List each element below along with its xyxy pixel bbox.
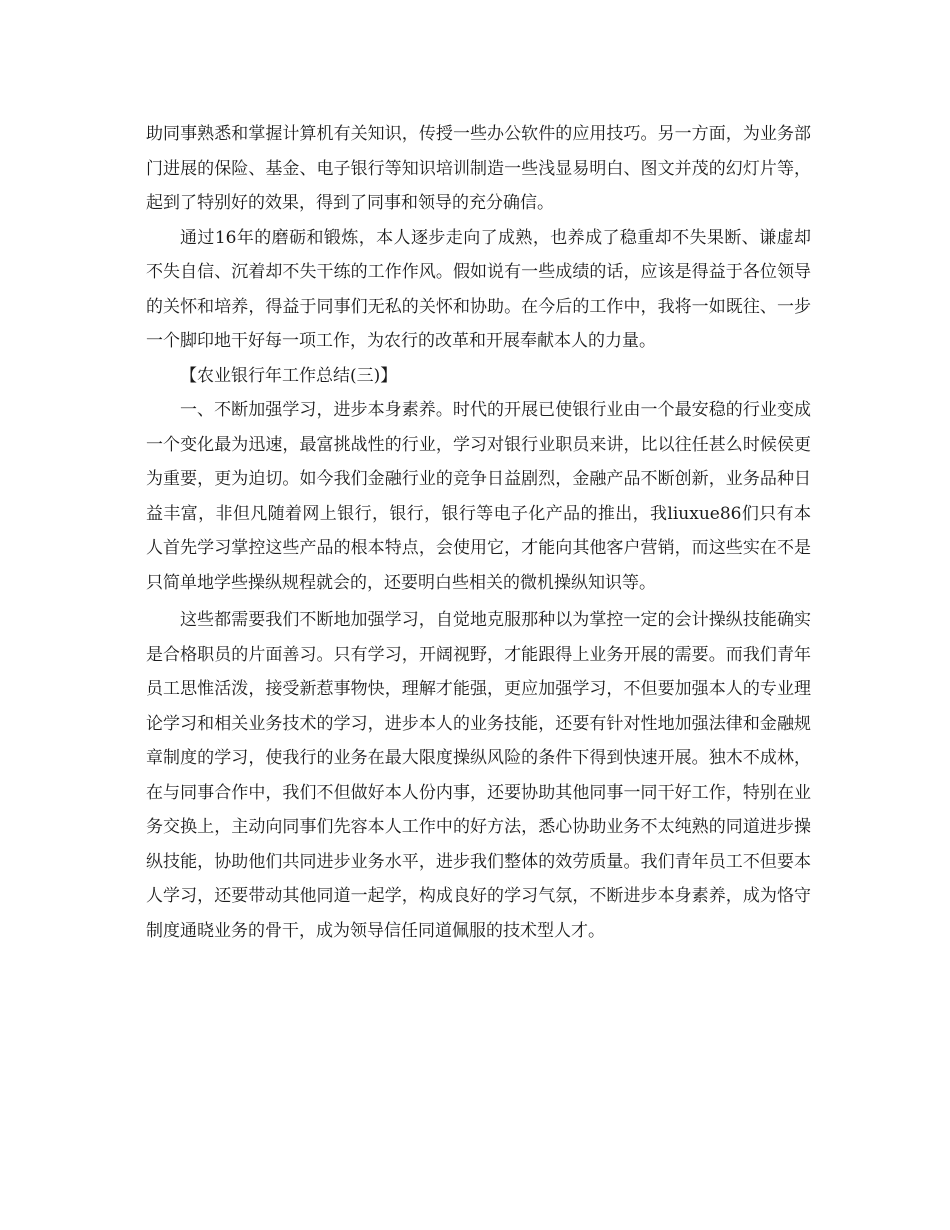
section-heading: 【农业银行年工作总结(三)】 [180, 365, 398, 386]
paragraph-teamwork: 这些都需要我们不断地加强学习，自觉地克服那种以为掌控一定的会计操纵技能确实是合格职员的片面善习。只有学习，开阔视野，才能跟得上业务开展的需要。而我们青年员工思惟活泼，接受新惹事物快，理解才能强，更应加强学习，不但要加强本人的专业理论学习和相关业务技术的学习，进步本人的业务技能，还要有针对性地加强法律和金融规章制度的学习，使我行的业务在最大限度操纵风险的条件下得到快速开展。独木不成林，在与同事合作中，我们不但做好本人份内事，还要协助其他同事一同干好工作，特别在业务交换上，主动向同事们先容本人工作中的好方法，悉心协助业务不太纯熟的同道进步操纵技能，协助他们共同进步业务水平，进步我们整体的效劳质量。我们青年员工不但要本人学习，还要带动其他同道一起学，构成良好的学习气氛，不断进步本身素养，成为恪守制度通晓业务的骨干，成为领导信任同道佩服的技术型人才。 [146, 610, 811, 941]
document-body [146, 117, 811, 948]
paragraph-continuation: 助同事熟悉和掌握计算机有关知识，传授一些办公软件的应用技巧。另一方面，为业务部门进展的保险、基金、电子银行等知识培训制造一些浅显易明白、图文并茂的幻灯片等，起到了特别好的效果，得到了同事和领导的充分确信。 [146, 124, 811, 213]
paragraph-learning: 一、不断加强学习，进步本身素养。时代的开展已使银行业由一个最安稳的行业变成一个变化最为迅速，最富挑战性的行业，学习对银行业职员来讲，比以往任甚么时候侯更为重要，更为迫切。如今我们金融行业的竞争日益剧烈，金融产品不断创新，业务品种日益丰富，非但凡随着网上银行，银行，银行等电子化产品的推出，我liuxue86们只有本人首先学习掌控这些产品的根本特点，会使用它，才能向其他客户营销，而这些实在不是只简单地学些操纵规程就会的，还要明白些相关的微机操纵知识等。 [146, 400, 811, 593]
paragraph-experience: 通过16年的磨砺和锻炼，本人逐步走向了成熟，也养成了稳重却不失果断、谦虚却不失自信、沉着却不失干练的工作作风。假如说有一些成绩的话，应该是得益于各位领导的关怀和培养，得益于同事们无私的关怀和协助。在今后的工作中，我将一如既往、一步一个脚印地干好每一项工作，为农行的改革和开展奉献本人的力量。 [146, 227, 811, 351]
